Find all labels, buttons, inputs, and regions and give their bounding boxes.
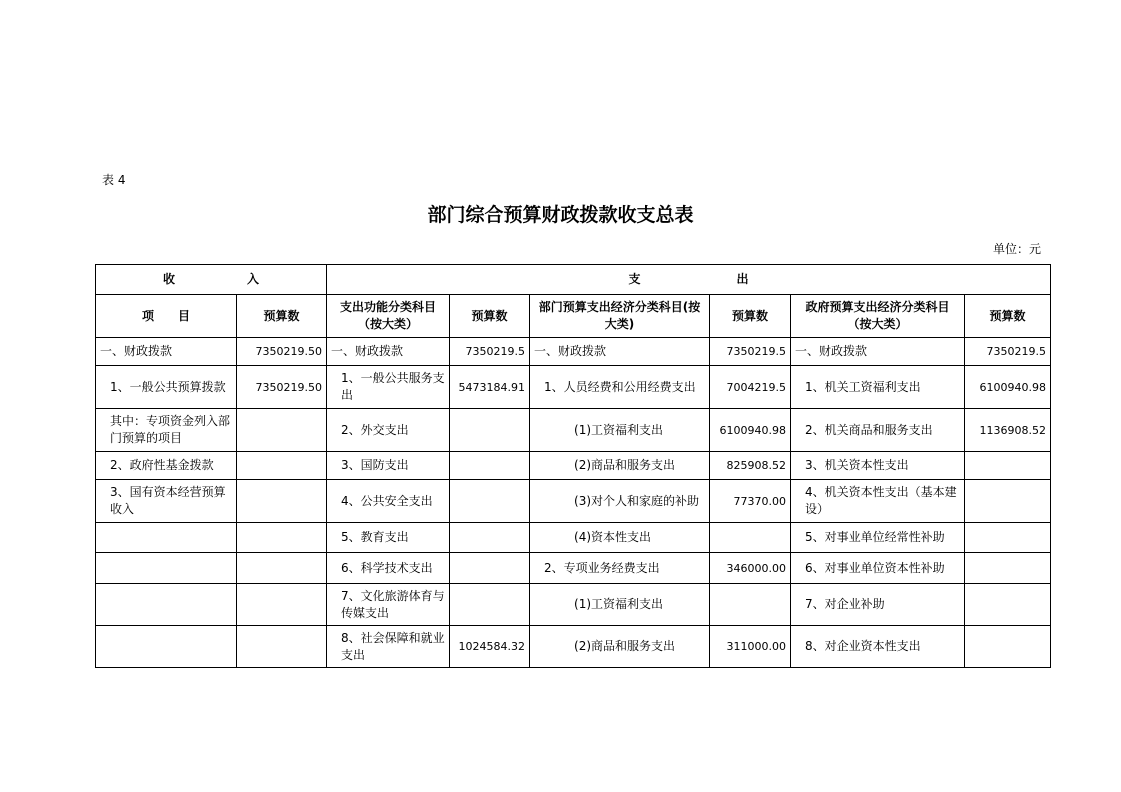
column-header: 预算数 (710, 295, 791, 338)
table-row (96, 523, 1051, 553)
table-cell (96, 584, 237, 626)
table-cell: 6100940.98 (965, 366, 1051, 409)
table-cell: 7350219.5 (450, 338, 530, 366)
table-cell: 3、国防支出 (327, 452, 450, 480)
table-cell: 5、对事业单位经常性补助 (791, 523, 965, 553)
table-cell (450, 553, 530, 584)
table-cell: (1)工资福利支出 (530, 409, 710, 452)
table-cell: 1、一般公共预算拨款 (96, 366, 237, 409)
table-cell: 一、财政拨款 (791, 338, 965, 366)
table-cell: 7350219.5 (965, 338, 1051, 366)
table-cell: 8、社会保障和就业支出 (327, 626, 450, 668)
budget-table (95, 264, 1051, 668)
table-cell: 5、教育支出 (327, 523, 450, 553)
table-cell: 8、对企业资本性支出 (791, 626, 965, 668)
table-cell: 2、专项业务经费支出 (530, 553, 710, 584)
table-cell (450, 409, 530, 452)
table-cell: (4)资本性支出 (530, 523, 710, 553)
table-cell: 77370.00 (710, 480, 791, 523)
table-cell: 1、一般公共服务支出 (327, 366, 450, 409)
table-cell (96, 626, 237, 668)
table-cell: 7350219.50 (237, 338, 327, 366)
table-row (96, 338, 1051, 366)
table-cell: (1)工资福利支出 (530, 584, 710, 626)
table-cell: 6、对事业单位资本性补助 (791, 553, 965, 584)
table-cell (237, 626, 327, 668)
table-cell: 4、公共安全支出 (327, 480, 450, 523)
table-row (96, 409, 1051, 452)
page-title: 部门综合预算财政拨款收支总表 (427, 204, 694, 226)
table-cell (450, 584, 530, 626)
table-label: 表 4 (102, 173, 126, 187)
table-cell: 1136908.52 (965, 409, 1051, 452)
table-cell: 2、外交支出 (327, 409, 450, 452)
table-row (96, 452, 1051, 480)
table-row (96, 626, 1051, 668)
table-cell: 一、财政拨款 (96, 338, 237, 366)
table-cell (96, 523, 237, 553)
table-cell (237, 480, 327, 523)
table-cell (237, 584, 327, 626)
column-header: 部门预算支出经济分类科目(按大类) (530, 295, 710, 338)
table-cell: 7、文化旅游体育与传媒支出 (327, 584, 450, 626)
table-cell: 825908.52 (710, 452, 791, 480)
table-cell (710, 584, 791, 626)
table-cell (450, 523, 530, 553)
unit-label: 单位：元 (992, 242, 1041, 256)
table-cell: (3)对个人和家庭的补助 (530, 480, 710, 523)
column-header: 政府预算支出经济分类科目（按大类） (791, 295, 965, 338)
expense-group-header: 支 出 (327, 265, 1051, 295)
table-cell: 1、人员经费和公用经费支出 (530, 366, 710, 409)
table-cell: 2、政府性基金拨款 (96, 452, 237, 480)
table-cell: (2)商品和服务支出 (530, 626, 710, 668)
table-cell: (2)商品和服务支出 (530, 452, 710, 480)
table-cell (237, 553, 327, 584)
column-header: 支出功能分类科目（按大类） (327, 295, 450, 338)
table-row (96, 366, 1051, 409)
table-cell: 1024584.32 (450, 626, 530, 668)
table-row (96, 553, 1051, 584)
table-cell (96, 553, 237, 584)
table-cell: 6、科学技术支出 (327, 553, 450, 584)
table-cell: 3、机关资本性支出 (791, 452, 965, 480)
table-cell: 1、机关工资福利支出 (791, 366, 965, 409)
table-cell: 6100940.98 (710, 409, 791, 452)
income-group-header: 收 入 (96, 265, 327, 295)
column-header: 预算数 (965, 295, 1051, 338)
table-cell (965, 452, 1051, 480)
table-cell (965, 584, 1051, 626)
table-cell (965, 553, 1051, 584)
table-cell (965, 523, 1051, 553)
table-cell (710, 523, 791, 553)
table-cell (965, 480, 1051, 523)
table-cell: 7、对企业补助 (791, 584, 965, 626)
table-cell: 2、机关商品和服务支出 (791, 409, 965, 452)
table-row (96, 584, 1051, 626)
table-cell (237, 409, 327, 452)
table-cell: 其中：专项资金列入部门预算的项目 (96, 409, 237, 452)
table-cell: 一、财政拨款 (327, 338, 450, 366)
table-cell: 311000.00 (710, 626, 791, 668)
column-header: 预算数 (237, 295, 327, 338)
table-row (96, 480, 1051, 523)
column-header: 预算数 (450, 295, 530, 338)
table-cell (237, 452, 327, 480)
table-cell (237, 523, 327, 553)
table-cell: 一、财政拨款 (530, 338, 710, 366)
table-cell: 5473184.91 (450, 366, 530, 409)
table-cell: 4、机关资本性支出（基本建设） (791, 480, 965, 523)
table-cell: 7350219.50 (237, 366, 327, 409)
table-cell: 3、国有资本经营预算收入 (96, 480, 237, 523)
table-cell (965, 626, 1051, 668)
table-cell: 7004219.5 (710, 366, 791, 409)
table-cell: 7350219.5 (710, 338, 791, 366)
table-cell (450, 452, 530, 480)
table-cell: 346000.00 (710, 553, 791, 584)
table-cell (450, 480, 530, 523)
column-header: 项 目 (96, 295, 237, 338)
